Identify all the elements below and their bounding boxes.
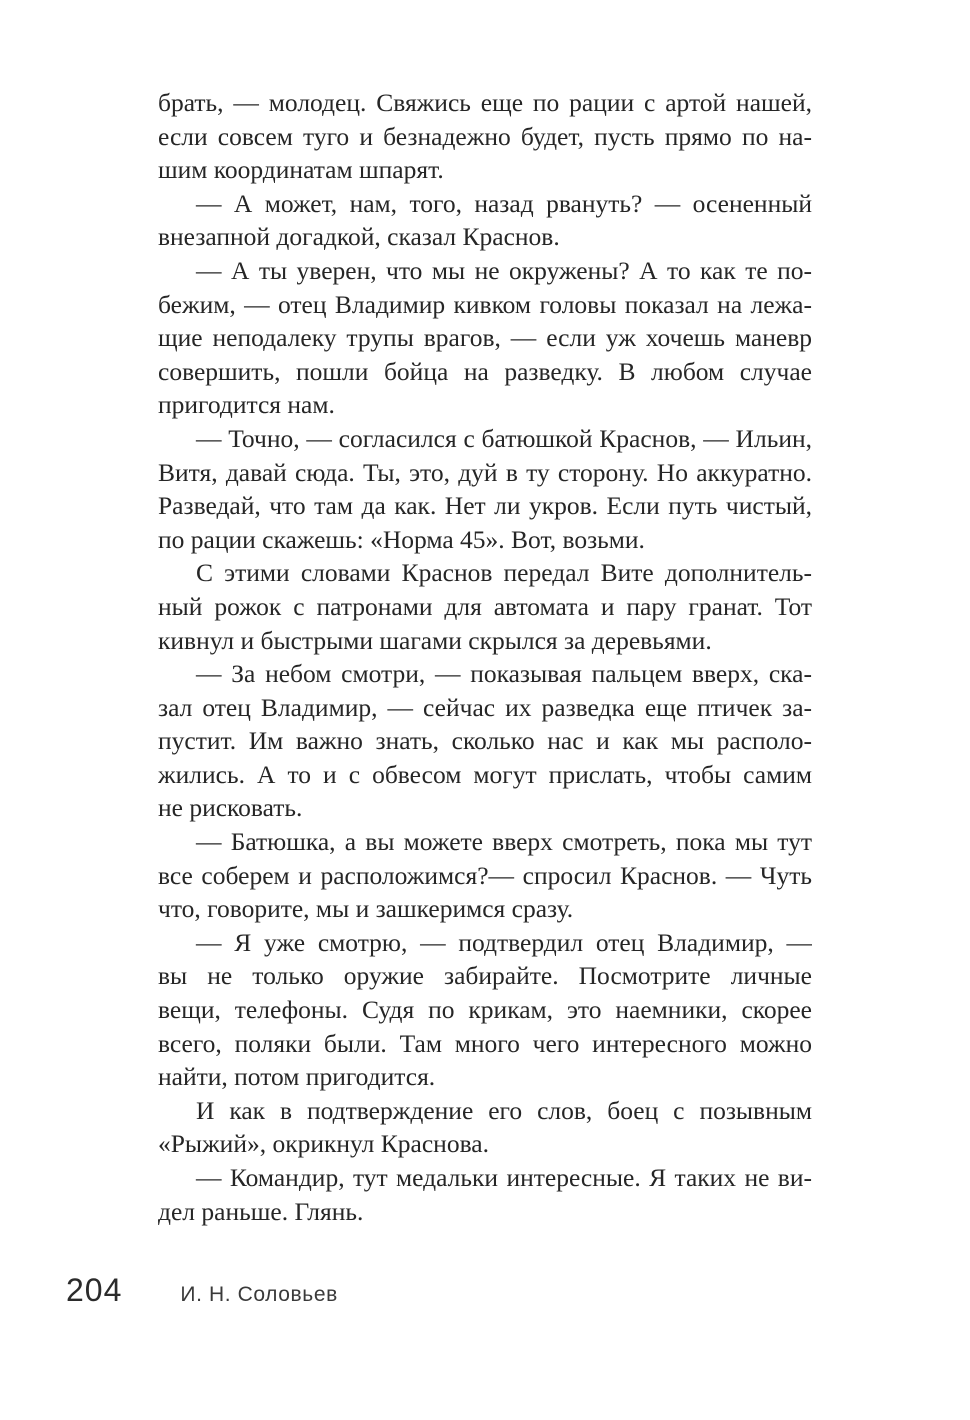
text-line: — Точно, — согласился с батюшкой Краснов, — Ильин, — [196, 423, 812, 453]
text-line: Витя, давай сюда. Ты, это, дуй в ту сторону. Но аккуратно. — [158, 457, 812, 487]
text-line: все соберем и расположимся?— спросил Краснов. — Чуть — [158, 860, 812, 890]
text-line: шим координатам шпарят. — [158, 155, 444, 185]
text-line: зал отец Владимир, — сейчас их разведка еще птичек за- — [158, 692, 812, 722]
text-line: щие неподалеку трупы врагов, — если уж хочешь маневр — [158, 323, 812, 353]
text-line: — Батюшка, а вы можете вверх смотреть, пока мы тут — [196, 827, 812, 857]
text-line: найти, потом пригодится. — [158, 1062, 436, 1092]
body-text — [158, 86, 812, 1228]
paragraph — [158, 254, 812, 422]
page-number: 204 — [66, 1272, 123, 1308]
paragraph — [158, 187, 812, 254]
paragraph — [158, 556, 812, 657]
text-line: брать, — молодец. Свяжись еще по рации с артой нашей, — [158, 88, 812, 117]
paragraph — [158, 1161, 812, 1228]
text-line: — А может, нам, того, назад рвануть? — осененный — [196, 188, 812, 218]
text-line: ный рожок с патронами для автомата и пару гранат. Тот — [158, 591, 812, 621]
text-line: — А ты уверен, что мы не окружены? А то как те по- — [196, 255, 812, 285]
text-line: С этими словами Краснов передал Вите дополнитель- — [196, 558, 812, 588]
paragraph — [158, 825, 812, 926]
text-line: — Командир, тут медальки интересные. Я таких не ви- — [196, 1163, 812, 1192]
text-line: всего, поляки были. Там много чего интересного можно — [158, 1028, 812, 1058]
paragraph — [158, 657, 812, 825]
paragraph — [158, 1094, 812, 1161]
text-line: бежим, — отец Владимир кивком головы показал на лежа- — [158, 289, 812, 319]
running-header-author: И. Н. Соловьев — [180, 1283, 338, 1306]
text-line: пригодится нам. — [158, 390, 335, 420]
text-line: если совсем туго и безнадежно будет, пусть прямо по на- — [158, 121, 812, 151]
text-line: внезапной догадкой, сказал Краснов. — [158, 222, 560, 252]
text-line: — За небом смотри, — показывая пальцем вверх, ска- — [196, 659, 812, 689]
text-line: по рации скажешь: «Норма 45». Вот, возьми. — [158, 524, 645, 554]
text-line: вы не только оружие забирайте. Посмотрите личные — [158, 961, 812, 991]
text-line: кивнул и быстрыми шагами скрылся за деревьями. — [158, 625, 712, 655]
text-line: — Я уже смотрю, — подтвердил отец Владимир, — — [196, 927, 812, 957]
page-footer — [66, 1272, 906, 1309]
text-line: совершить, пошли бойца на разведку. В любом случае — [158, 356, 812, 386]
text-line: не рисковать. — [158, 793, 303, 823]
paragraph — [158, 86, 812, 187]
text-line: жились. А то и с обвесом могут прислать, чтобы самим — [158, 759, 812, 789]
text-line: пустит. Им важно знать, сколько нас и как мы располо- — [158, 726, 812, 756]
text-line: И как в подтверждение его слов, боец с позывным — [196, 1095, 812, 1125]
text-line: что, говорите, мы и зашкеримся сразу. — [158, 894, 574, 924]
paragraph — [158, 926, 812, 1094]
text-line: вещи, телефоны. Судя по крикам, это наемники, скорее — [158, 995, 812, 1025]
text-line: Разведай, что там да как. Нет ли укров. Если путь чистый, — [158, 491, 812, 521]
text-line: «Рыжий», окрикнул Краснова. — [158, 1129, 489, 1159]
text-line: дел раньше. Глянь. — [158, 1196, 364, 1226]
paragraph — [158, 422, 812, 556]
